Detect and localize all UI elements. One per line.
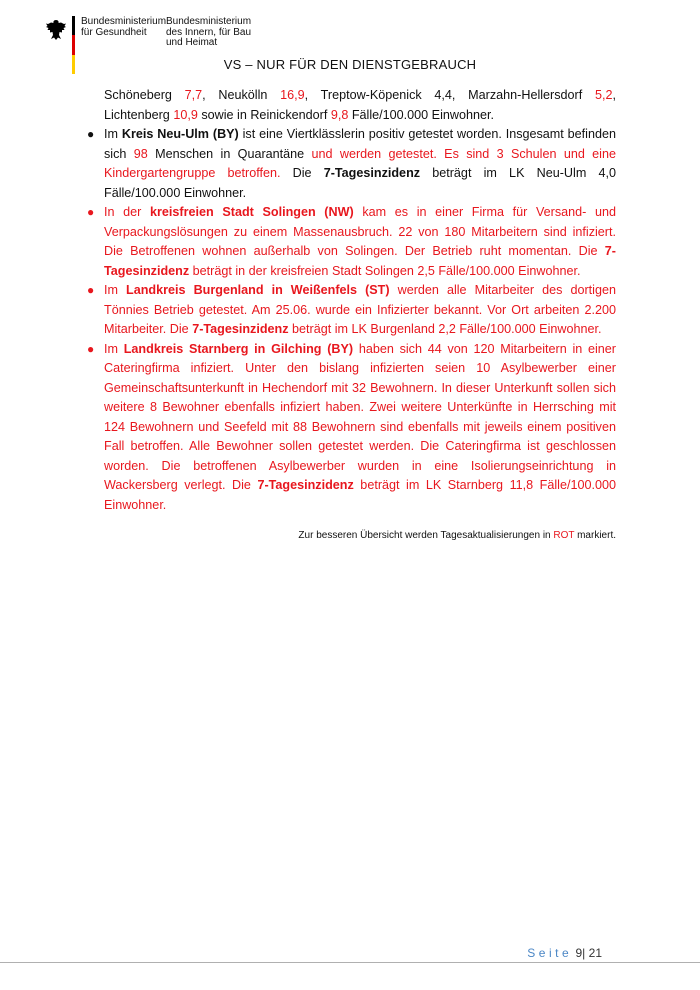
page-header xyxy=(0,0,700,80)
starnberg-bullet: ● Im Landkreis Starnberg in Gilching (BY) haben sich 44 von 120 Mitarbeitern in einer Cateringfirma infiziert. Unter den bislang infizierten seien 10 Asylbewerber einer Gemeinschaftsunterkunft in Hechendorf mit 32 Bewohnern. In dieser Unterkunft sollen sich weitere 8 Bewohner ebenfalls infiziert haben. Zwei weitere Unterkünfte in Herrsching mit 124 Bewohnern und Seefeld mit 88 Bewohnern sind ebenfalls mit jeweils einem positiven Fall betroffen. Alle Bewohner sollen getestet werden. Die Cateringfirma ist geschlossen worden. Die betroffenen Asylbewerber wurden in eine Isolierungseinrichtung in Wackersberg verlegt. Die 7-Tagesinzidenz beträgt im LK Starnberg 11,8 Fälle/100.000 Einwohner. xyxy=(87,341,616,512)
page-number: Seite 9| 21 xyxy=(527,946,602,960)
document-body xyxy=(84,86,616,515)
ministry-interior-label: Bundesministerium des Innern, für Bau und Heimat xyxy=(166,16,252,48)
footer-divider xyxy=(0,962,700,963)
bullet-icon: ● xyxy=(87,127,95,141)
bullet-icon: ● xyxy=(87,205,95,219)
neu-ulm-bullet: ● Im Kreis Neu-Ulm (BY) ist eine Viertklässlerin positiv getestet worden. Insgesamt befinden sich 98 Menschen in Quarantäne und werden getestet. Es sind 3 Schulen und eine Kindergartengruppe betroffen. Die 7-Tagesinzidenz beträgt im LK Neu-Ulm 4,0 Fälle/100.000 Einwohner. xyxy=(87,127,616,200)
bullet-icon: ● xyxy=(87,283,95,297)
classification-heading: VS – NUR FÜR DEN DIENSTGEBRAUCH xyxy=(223,57,477,72)
federal-eagle-icon xyxy=(45,18,67,42)
ministry-health-label: Bundesministerium für Gesundheit xyxy=(81,16,167,38)
berlin-paragraph: Schöneberg 7,7, Neukölln 16,9, Treptow-Köpenick 4,4, Marzahn-Hellersdorf 5,2, Lichtenberg 10,9 sowie in Reinickendorf 9,8 Fälle/100.000 Einwohner. xyxy=(104,88,616,122)
burgenland-bullet: ● Im Landkreis Burgenland in Weißenfels (ST) werden alle Mitarbeiter des dortigen Tönnies Betrieb getestet. Am 25.06. wurde ein Infizierter bekannt. Vor Ort arbeiten 2.200 Mitarbeiter. Die 7-Tagesinzidenz beträgt im LK Burgenland 2,2 Fälle/100.000 Einwohner. xyxy=(87,283,616,336)
bullet-icon: ● xyxy=(87,341,95,356)
solingen-bullet: ● In der kreisfreien Stadt Solingen (NW) kam es in einer Firma für Versand- und Verpackungslösungen zu einem Massenausbruch. 22 von 180 Mitarbeitern sind infiziert. Die Betroffenen wohnen außerhalb von Solingen. Der Betrieb ruht momentan. Die 7-Tagesinzidenz beträgt in der kreisfreien Stadt Solingen 2,5 Fälle/100.000 Einwohner. xyxy=(87,205,617,278)
update-note: Zur besseren Übersicht werden Tagesaktualisierungen in ROT markiert. xyxy=(298,530,616,541)
